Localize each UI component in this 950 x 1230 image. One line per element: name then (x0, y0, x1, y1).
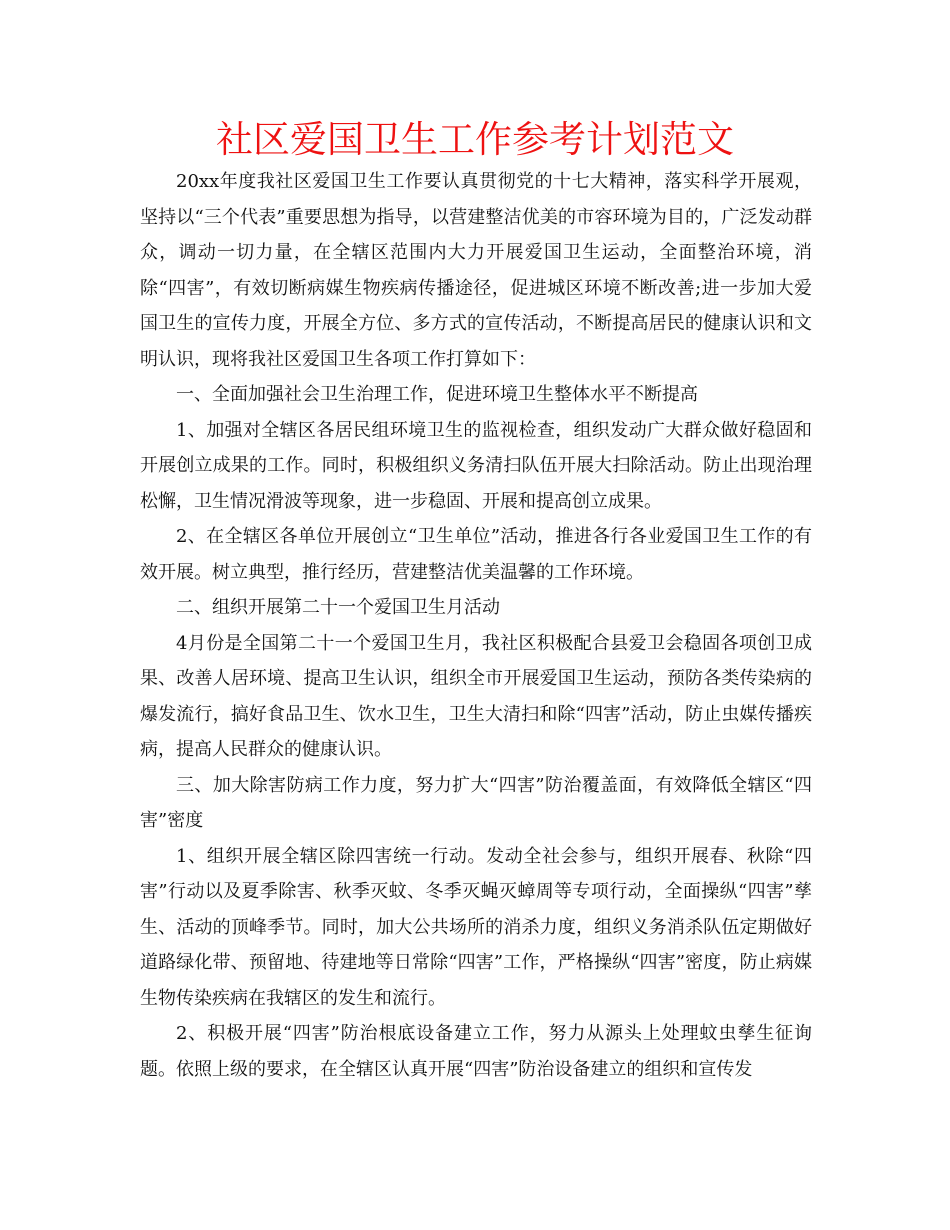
paragraph-1-1: 1、加强对全辖区各居民组环境卫生的监视检查，组织发动广大群众做好稳固和开展创立成果的工作。同时，积极组织义务清扫队伍开展大扫除活动。防止出现治理松懈，卫生情况滑波等现象，进一步稳固、开展和提高创立成果。 (140, 419, 812, 512)
section-heading-1: 一、全面加强社会卫生治理工作，促进环境卫生整体水平不断提高 (176, 384, 698, 405)
paragraph-2: 4月份是全国第二十一个爱国卫生月，我社区积极配合县爱卫会稳固各项创卫成果、改善人居环境、提高卫生认识，组织全市开展爱国卫生运动，预防各类传染病的爆发流行，搞好食品卫生、饮水卫生，卫生大清扫和除“四害”活动，防止虫媒传播疾病，提高人民群众的健康认识。 (140, 632, 812, 760)
document-body (140, 164, 812, 1087)
document-title: 社区爱国卫生工作参考计划范文 (216, 118, 734, 161)
section-heading-3: 三、加大除害防病工作力度，努力扩大“四害”防治覆盖面，有效降低全辖区“四害”密度 (140, 774, 812, 831)
paragraph-1-2: 2、在全辖区各单位开展创立“卫生单位”活动，推进各行各业爱国卫生工作的有效开展。树立典型，推行经历，营建整洁优美温馨的工作环境。 (140, 526, 812, 583)
paragraph-3-2: 2、积极开展“四害”防治根底设备建立工作，努力从源头上处理蚊虫孳生征询题。依照上级的要求，在全辖区认真开展“四害”防治设备建立的组织和宣传发 (140, 1023, 812, 1080)
section-heading-2: 二、组织开展第二十一个爱国卫生月活动 (176, 597, 500, 618)
paragraph-3-1: 1、组织开展全辖区除四害统一行动。发动全社会参与，组织开展春、秋除“四害”行动以及夏季除害、秋季灭蚊、冬季灭蝇灭蟑周等专项行动，全面操纵“四害”孳生、活动的顶峰季节。同时，加大公共场所的消杀力度，组织义务消杀队伍定期做好道路绿化带、预留地、待建地等日常除“四害”工作，严格操纵“四害”密度，防止病媒生物传染疾病在我辖区的发生和流行。 (140, 845, 812, 1009)
paragraph-intro: 20xx年度我社区爱国卫生工作要认真贯彻党的十七大精神，落实科学开展观，坚持以“三个代表”重要思想为指导，以营建整洁优美的市容环境为目的，广泛发动群众，调动一切力量，在全辖区范围内大力开展爱国卫生运动，全面整治环境，消除“四害”，有效切断病媒生物疾病传播途径，促进城区环境不断改善;进一步加大爱国卫生的宣传力度，开展全方位、多方式的宣传活动，不断提高居民的健康认识和文明认识，现将我社区爱国卫生各项工作打算如下： (140, 171, 812, 370)
